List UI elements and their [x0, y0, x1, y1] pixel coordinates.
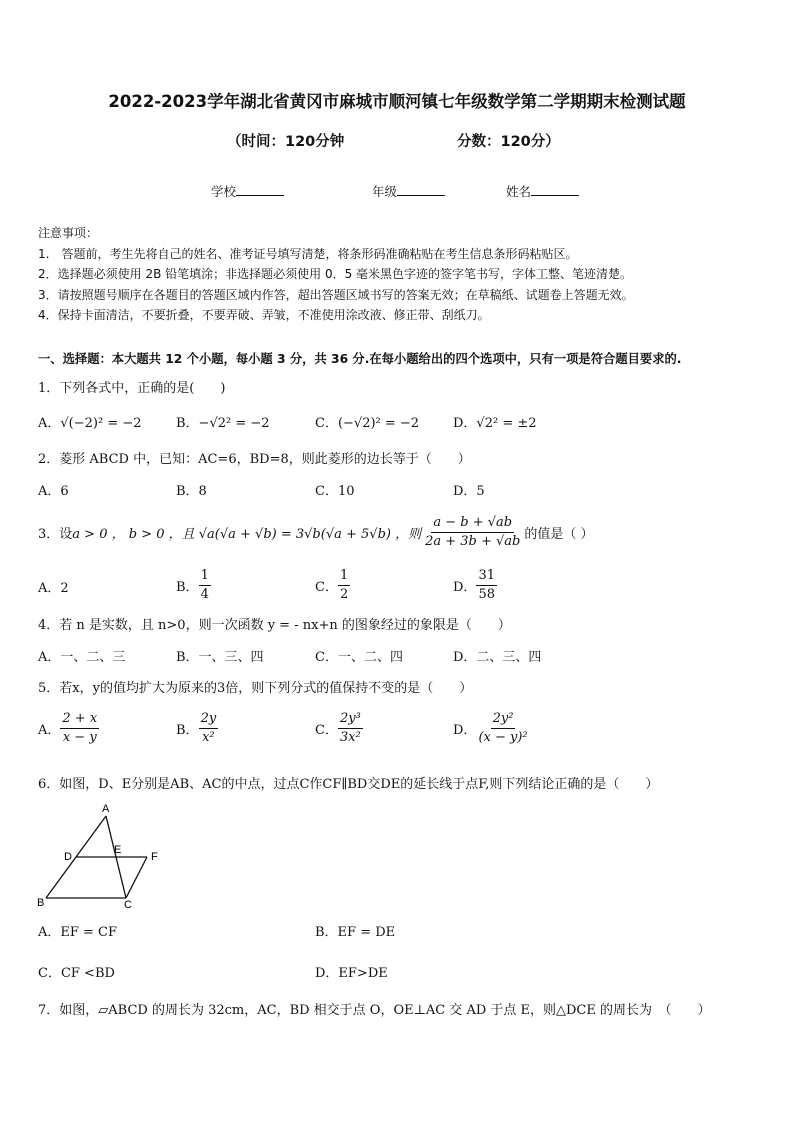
q5-option-d-label: D．: [453, 723, 477, 738]
q3-option-d: [453, 568, 497, 603]
label-d: D: [64, 851, 72, 863]
question-6: 6．如图，D、E分别是AB、AC的中点，过点C作CF∥BD交DE的延长线于点F,则下列结论正确的是（ ）: [38, 777, 659, 792]
question-3: [38, 515, 594, 550]
denominator: 3x²: [339, 730, 361, 745]
q3-option-a-value: 2: [60, 581, 69, 596]
notes-block: [38, 223, 634, 326]
q5-option-d-fraction: [476, 711, 529, 746]
q5-option-a-label: A．: [38, 723, 61, 738]
segment-cf: [126, 857, 147, 898]
q2-option-a: A．6: [38, 484, 69, 499]
numerator: 1: [199, 568, 211, 586]
q1-option-a: A．√(−2)² = −2: [38, 416, 142, 431]
q2-option-b: B．8: [176, 484, 207, 499]
q3-option-a: [38, 577, 69, 596]
q5-option-b-fraction: [199, 711, 219, 746]
q3-option-c-label: C．: [315, 580, 338, 595]
q3-option-b-fraction: [199, 568, 211, 603]
q3-expression-denominator: 2a + 3b + √ab: [425, 534, 521, 549]
q3-stem-condition: a > 0 ， b > 0 ，且 √a(√a + √b) = 3√b(√a + 5√b) ，则: [72, 527, 422, 542]
q2-option-c: C．10: [315, 484, 355, 499]
q6-option-d: D．EF>DE: [315, 966, 388, 981]
q6-figure: [34, 798, 164, 910]
q5-option-c: [315, 711, 363, 746]
q3-stem-prefix: 3．设: [38, 527, 73, 542]
numerator: 31: [476, 568, 497, 586]
q5-option-c-label: C．: [315, 723, 338, 738]
numerator: 2y²: [491, 711, 516, 729]
q2-option-d: D．5: [453, 484, 485, 499]
q3-option-b-label: B．: [176, 580, 199, 595]
q3-option-d-fraction: [476, 568, 497, 603]
question-5: 5．若x，y的值均扩大为原来的3倍，则下列分式的值保持不变的是（ ）: [38, 681, 473, 696]
label-c: C: [124, 899, 132, 910]
name-blank: [531, 183, 579, 196]
label-f: F: [151, 851, 158, 863]
name-field: [506, 182, 579, 200]
numerator: 2 + x: [60, 711, 99, 729]
notes-item: 3．请按照题号顺序在各题目的答题区域内作答，超出答题区域书写的答案无效；在草稿纸、试题卷上答题无效。: [38, 287, 634, 302]
school-blank: [236, 183, 284, 196]
numerator: 2y³: [338, 711, 363, 729]
name-label: 姓名: [506, 184, 532, 199]
notes-item: 2．选择题必须使用 2B 铅笔填涂；非选择题必须使用 0．5 毫米黑色字迹的签字笔书写，字体工整、笔迹清楚。: [38, 267, 633, 281]
q3-option-d-label: D．: [453, 580, 477, 595]
q3-option-c: [315, 568, 350, 603]
q4-option-c: C．一、二、四: [315, 650, 403, 665]
denominator: 2: [339, 587, 349, 602]
q5-option-c-fraction: [338, 711, 363, 746]
q5-option-b: [176, 711, 218, 746]
q5-option-b-label: B．: [176, 723, 199, 738]
q1-option-d: D．√2² = ±2: [453, 416, 537, 431]
label-a: A: [102, 803, 110, 815]
label-e: E: [114, 844, 122, 856]
q1-option-b: B．−√2² = −2: [176, 416, 270, 431]
q3-expression: [423, 515, 522, 550]
q5-option-a-fraction: [60, 711, 99, 746]
q6-option-c: C．CF <BD: [38, 966, 115, 981]
page-title: 2022-2023学年湖北省黄冈市麻城市顺河镇七年级数学第二学期期末检测试题: [108, 92, 686, 111]
label-b: B: [37, 897, 45, 909]
denominator: (x − y)²: [478, 730, 528, 745]
q5-option-d: [453, 711, 530, 746]
q1-option-c: C．(−√2)² = −2: [315, 416, 420, 431]
denominator: x − y: [62, 730, 97, 745]
q3-option-b: [176, 568, 211, 603]
grade-field: [372, 182, 445, 200]
q3-option-c-fraction: [338, 568, 350, 603]
denominator: x²: [202, 730, 215, 745]
notes-heading: 注意事项：: [38, 226, 99, 240]
section-heading: 一、选择题：本大题共 12 个小题，每小题 3 分，共 36 分.在每小题给出的四个选项中，只有一项是符合题目要求的.: [38, 352, 682, 366]
question-4: 4．若 n 是实数，且 n>0，则一次函数 y = - nx+n 的图象经过的象限是（ ）: [38, 618, 511, 633]
question-2: 2．菱形 ABCD 中，已知：AC=6，BD=8，则此菱形的边长等于（ ）: [38, 452, 471, 467]
q3-option-a-label: A．: [38, 581, 61, 596]
denominator: 4: [200, 587, 209, 602]
q4-option-d: D．二、三、四: [453, 650, 542, 665]
q4-option-a: A．一、二、三: [38, 650, 126, 665]
exam-score: 分数：120分）: [457, 134, 560, 150]
q3-expression-numerator: a − b + √ab: [431, 515, 514, 533]
numerator: 2y: [199, 711, 219, 729]
exam-time: （时间：120分钟: [227, 134, 345, 150]
q5-option-a: [38, 711, 99, 746]
q4-option-b: B．一、三、四: [176, 650, 264, 665]
notes-item: 4．保持卡面清洁，不要折叠，不要弄破、弄皱，不准使用涂改液、修正带、刮纸刀。: [38, 308, 490, 322]
q6-option-a: A．EF = CF: [38, 925, 118, 940]
q6-option-b: B．EF = DE: [315, 925, 396, 940]
grade-label: 年级: [372, 184, 398, 199]
notes-item: 1. 答题前，考生先将自己的姓名、准考证号填写清楚，将条形码准确粘贴在考生信息条形码粘贴区。: [38, 246, 578, 261]
question-7: 7．如图，▱ABCD 的周长为 32cm，AC，BD 相交于点 O，OE⊥AC 交 AD 于点 E，则△DCE 的周长为 （ ）: [38, 1003, 711, 1018]
grade-blank: [397, 183, 445, 196]
school-field: [211, 182, 284, 200]
question-1: 1．下列各式中，正确的是( ): [38, 381, 226, 396]
school-label: 学校: [211, 184, 237, 199]
denominator: 58: [478, 587, 495, 602]
numerator: 1: [338, 568, 350, 586]
q3-stem-suffix: 的值是（ ）: [524, 527, 594, 542]
